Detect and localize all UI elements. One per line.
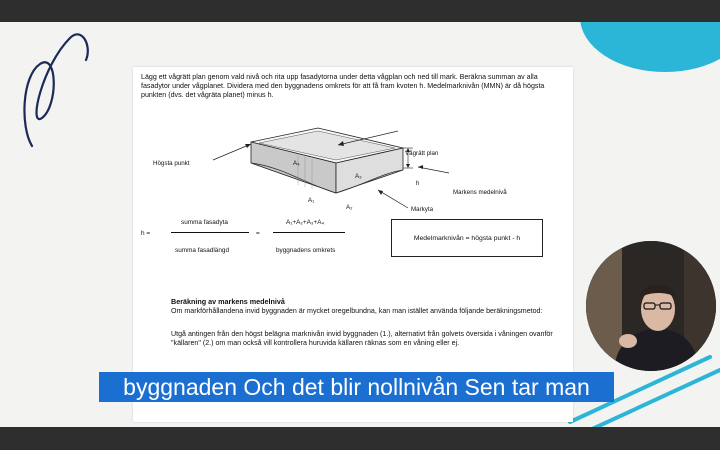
- building-diagram: [133, 115, 573, 210]
- label-a1: A₁: [308, 197, 315, 204]
- label-vagratt-plan: Vågrätt plan: [405, 150, 439, 157]
- label-markyta: Markyta: [411, 206, 434, 213]
- label-h: h: [416, 180, 420, 187]
- top-bar: [0, 0, 720, 22]
- decorative-squiggle: [18, 22, 128, 166]
- paragraph-instructions: Utgå antingen från den högst belägna marknivån invid byggnaden (1.), alternativt från golvets översida i våningen ovanför "källaren" (2.) om man också vill kontrollera huruvida källaren räknas som en våning eller ej.: [171, 330, 553, 348]
- webcam-feed: [586, 241, 716, 371]
- formula-denominator2: byggnadens omkrets: [276, 247, 336, 254]
- presentation-slide: [0, 22, 720, 427]
- label-markens-medelniva: Markens medelnivå: [453, 189, 507, 196]
- document-page: [133, 67, 573, 422]
- formula-denominator: summa fasadlängd: [175, 247, 229, 254]
- formula-numerator2: A₁+A₂+A₃+A₄: [286, 219, 325, 226]
- decorative-teal-shape: [580, 22, 720, 72]
- paragraph-method: Om markförhållandena invid byggnaden är mycket oregelbundna, kan man istället använda följande beräkningsmetod:: [171, 307, 543, 315]
- fraction-line-2: [273, 232, 345, 233]
- intro-paragraph: Lägg ett vågrätt plan genom vald nivå och rita upp fasadytorna under detta vågplan och ned till mark. Beräkna summan av alla fasadytor under vågplanet. Dividera med den byggnadens omkrets för att få fram kvoten h. Medelmarknivån (MMN) är då högsta punkten (dvs. det vågräta planet) minus h.: [141, 73, 545, 100]
- subtitle-caption: byggnaden Och det blir nollnivån Sen tar man: [99, 372, 614, 402]
- mmn-formula-box: Medelmarknivån = högsta punkt - h: [391, 219, 543, 257]
- bottom-bar: [0, 427, 720, 450]
- label-a4: A₄: [293, 160, 300, 167]
- label-hogsta-punkt: Högsta punkt: [153, 160, 190, 167]
- fraction-line: [171, 232, 249, 233]
- label-a3: A₃: [355, 173, 362, 180]
- label-a2: A₂: [346, 204, 353, 211]
- presenter-avatar: [586, 241, 716, 371]
- formula-numerator: summa fasadyta: [181, 219, 228, 226]
- section-title: Beräkning av markens medelnivå: [171, 297, 285, 306]
- formula-h-eq: h =: [141, 230, 151, 237]
- formula-eq: =: [256, 230, 260, 237]
